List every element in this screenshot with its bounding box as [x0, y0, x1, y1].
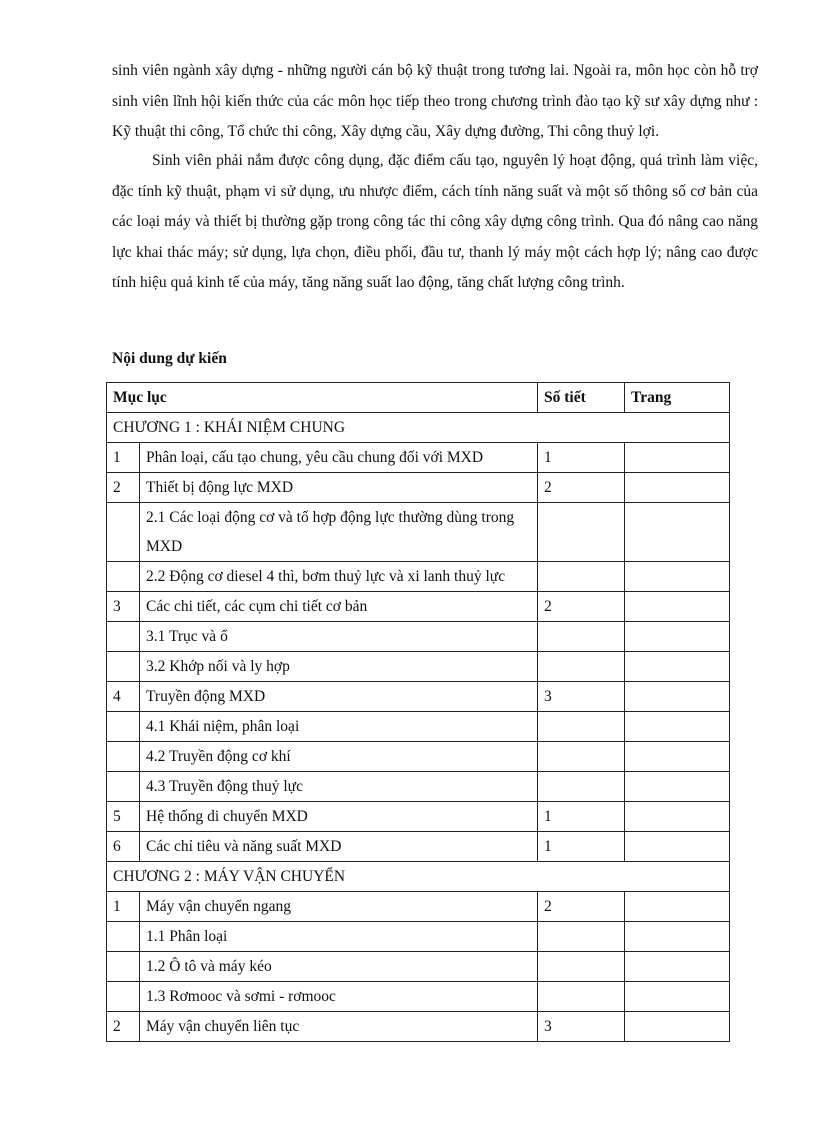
row-so-tiet: 3	[538, 682, 625, 712]
table-row	[107, 592, 730, 622]
table-row	[107, 562, 730, 592]
row-trang	[625, 712, 730, 742]
row-title: 2.2 Động cơ diesel 4 thì, bơm thuỷ lực và xi lanh thuỷ lực	[140, 562, 538, 592]
row-trang	[625, 982, 730, 1012]
row-trang	[625, 742, 730, 772]
chapter-row	[107, 413, 730, 443]
row-number: 2	[107, 473, 140, 503]
row-so-tiet	[538, 922, 625, 952]
row-trang	[625, 802, 730, 832]
chapter-title: CHƯƠNG 1 : KHÁI NIỆM CHUNG	[107, 413, 730, 443]
row-trang	[625, 832, 730, 862]
row-trang	[625, 892, 730, 922]
row-title: 2.1 Các loại động cơ và tổ hợp động lực thường dùng trong MXD	[140, 503, 538, 562]
row-number	[107, 712, 140, 742]
intro-paragraph-2: Sinh viên phải nắm được công dụng, đặc điểm cấu tạo, nguyên lý hoạt động, quá trình làm việc, đặc tính kỹ thuật, phạm vi sử dụng, ưu nhược điểm, cách tính năng suất và một số thông số cơ bản của các loại máy và thiết bị thường gặp trong công tác thi công xây dựng công trình. Qua đó nâng cao năng lực khai thác máy; sử dụng, lựa chọn, điều phối, đầu tư, thanh lý máy một cách hợp lý; nâng cao được tính hiệu quả kinh tế của máy, tăng năng suất lao động, tăng chất lượng công trình.	[112, 152, 758, 291]
row-title: Các chỉ tiêu và năng suất MXD	[140, 832, 538, 862]
row-title: 1.3 Rơmooc và sơmi - rơmooc	[140, 982, 538, 1012]
table-row	[107, 1012, 730, 1042]
table-row	[107, 742, 730, 772]
row-so-tiet: 2	[538, 592, 625, 622]
row-number	[107, 503, 140, 562]
table-row	[107, 802, 730, 832]
table-row	[107, 772, 730, 802]
row-number: 1	[107, 443, 140, 473]
row-number: 2	[107, 1012, 140, 1042]
table-row	[107, 712, 730, 742]
table-row	[107, 832, 730, 862]
row-title: Các chi tiết, các cụm chi tiết cơ bản	[140, 592, 538, 622]
table-of-contents	[106, 382, 730, 1042]
header-muc-luc: Mục lục	[107, 383, 538, 413]
table-row	[107, 622, 730, 652]
table-row	[107, 682, 730, 712]
row-number	[107, 622, 140, 652]
row-so-tiet: 1	[538, 802, 625, 832]
table-body	[107, 413, 730, 1042]
table-row	[107, 922, 730, 952]
row-trang	[625, 443, 730, 473]
row-title: Truyền động MXD	[140, 682, 538, 712]
chapter-title: CHƯƠNG 2 : MÁY VẬN CHUYỂN	[107, 862, 730, 892]
row-title: Hệ thống di chuyển MXD	[140, 802, 538, 832]
row-title: 4.3 Truyền động thuỷ lực	[140, 772, 538, 802]
chapter-row	[107, 862, 730, 892]
row-trang	[625, 952, 730, 982]
row-trang	[625, 772, 730, 802]
row-so-tiet	[538, 712, 625, 742]
table-row	[107, 982, 730, 1012]
section-title: Nội dung dự kiến	[112, 350, 227, 367]
row-number	[107, 742, 140, 772]
table-row	[107, 952, 730, 982]
table-row	[107, 443, 730, 473]
row-so-tiet: 2	[538, 892, 625, 922]
row-number	[107, 982, 140, 1012]
row-trang	[625, 652, 730, 682]
row-trang	[625, 503, 730, 562]
row-so-tiet	[538, 562, 625, 592]
row-so-tiet: 3	[538, 1012, 625, 1042]
row-so-tiet	[538, 652, 625, 682]
row-number: 1	[107, 892, 140, 922]
row-title: 4.2 Truyền động cơ khí	[140, 742, 538, 772]
row-number	[107, 652, 140, 682]
intro-paragraph-1: sinh viên ngành xây dựng - những người cán bộ kỹ thuật trong tương lai. Ngoài ra, môn học còn hỗ trợ sinh viên lĩnh hội kiến thức của các môn học tiếp theo trong chương trình đào tạo kỹ sư xây dựng như : Kỹ thuật thi công, Tổ chức thi công, Xây dựng cầu, Xây dựng đường, Thi công thuỷ lợi.	[112, 62, 758, 140]
row-trang	[625, 592, 730, 622]
row-so-tiet	[538, 742, 625, 772]
row-so-tiet: 2	[538, 473, 625, 503]
row-title: Thiết bị động lực MXD	[140, 473, 538, 503]
row-number: 3	[107, 592, 140, 622]
row-title: Máy vận chuyển ngang	[140, 892, 538, 922]
row-title: 1.1 Phân loại	[140, 922, 538, 952]
row-so-tiet: 1	[538, 443, 625, 473]
row-number	[107, 562, 140, 592]
row-number	[107, 952, 140, 982]
row-so-tiet	[538, 772, 625, 802]
row-title: 3.2 Khớp nối và ly hợp	[140, 652, 538, 682]
row-number	[107, 922, 140, 952]
row-trang	[625, 473, 730, 503]
table-header-row	[107, 383, 730, 413]
row-title: 4.1 Khái niệm, phân loại	[140, 712, 538, 742]
row-title: 3.1 Trục và ổ	[140, 622, 538, 652]
table-row	[107, 652, 730, 682]
table-row	[107, 892, 730, 922]
row-so-tiet	[538, 622, 625, 652]
row-number: 5	[107, 802, 140, 832]
table-row	[107, 503, 730, 562]
row-trang	[625, 1012, 730, 1042]
header-trang: Trang	[625, 383, 730, 413]
header-so-tiet: Số tiết	[538, 383, 625, 413]
row-so-tiet	[538, 982, 625, 1012]
row-trang	[625, 562, 730, 592]
row-number	[107, 772, 140, 802]
row-number: 4	[107, 682, 140, 712]
row-so-tiet: 1	[538, 832, 625, 862]
row-trang	[625, 622, 730, 652]
row-trang	[625, 922, 730, 952]
row-title: 1.2 Ô tô và máy kéo	[140, 952, 538, 982]
row-title: Máy vận chuyển liên tục	[140, 1012, 538, 1042]
table-row	[107, 473, 730, 503]
row-so-tiet	[538, 503, 625, 562]
row-trang	[625, 682, 730, 712]
row-number: 6	[107, 832, 140, 862]
row-so-tiet	[538, 952, 625, 982]
row-title: Phân loại, cấu tạo chung, yêu cầu chung đối với MXD	[140, 443, 538, 473]
